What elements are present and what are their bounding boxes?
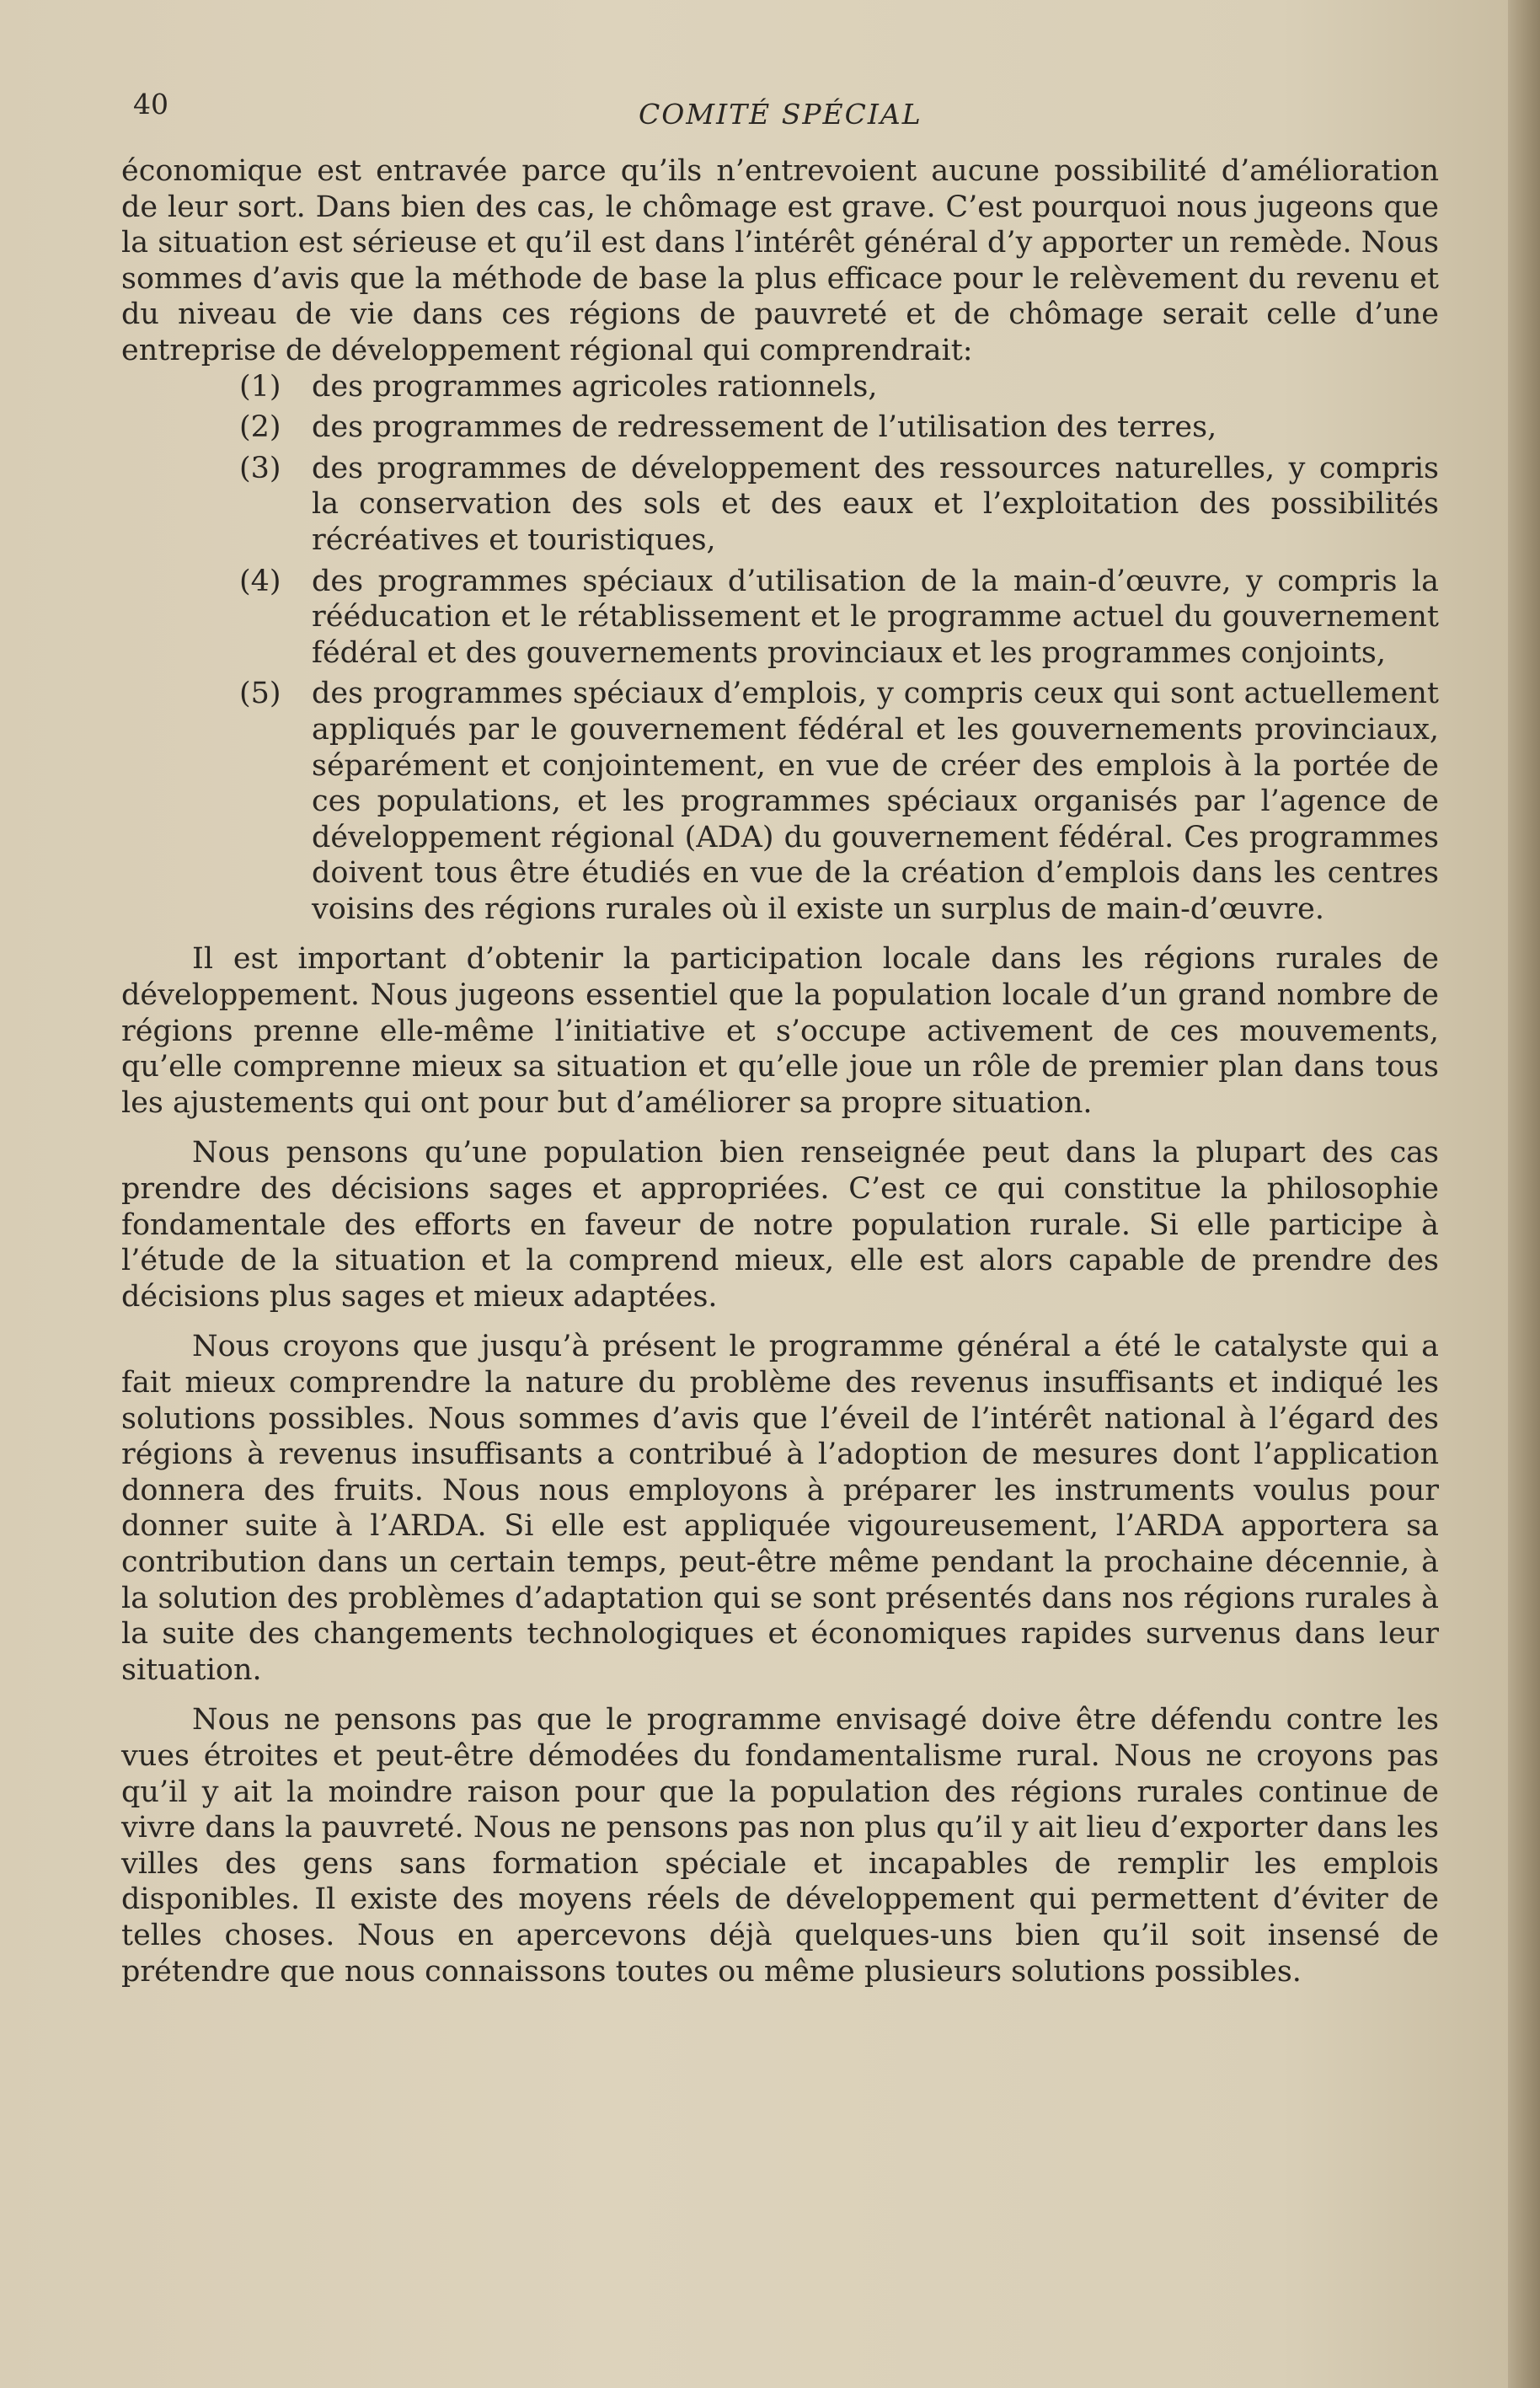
- list-item: [121, 410, 1439, 446]
- list-item: [121, 676, 1439, 927]
- document-body: [121, 153, 1439, 1989]
- list-item-text: des programmes spéciaux d’emplois, y compris ceux qui sont actuellement appliqués par le gouvernement fédéral et les gouvernements provinciaux, séparément et conjointement, en vue de créer des emplois à la portée de ces populations, et les programmes spéciaux organisés par l’agence de développement régional (ADA) du gouvernement fédéral. Ces programmes doivent tous être étudiés en vue de la création d’emplois dans les centres voisins des régions rurales où il existe un surplus de main-d’œuvre.: [312, 677, 1439, 926]
- program-list: [121, 369, 1439, 928]
- running-title: COMITÉ SPÉCIAL: [639, 98, 922, 131]
- list-item-number: (1): [239, 369, 281, 404]
- list-item: [121, 564, 1439, 672]
- page-number: 40: [133, 88, 168, 120]
- list-item-text: des programmes de redressement de l’utilisation des terres,: [312, 410, 1217, 445]
- list-item-number: (3): [239, 451, 281, 485]
- list-item-text: des programmes spéciaux d’utilisation de la main-d’œuvre, y compris la rééducation et le rétablissement et le programme actuel du gouvernement fédéral et des gouvernements provinciaux et les programmes conjoints,: [312, 564, 1439, 670]
- page-header: [133, 88, 1447, 130]
- paragraph-4: Nous croyons que jusqu’à présent le programme général a été le catalyste qui a fait mieux comprendre la nature du problème des revenus insuffisants et indiqué les solutions possibles. Nous sommes d’avis que l’éveil de l’intérêt national à l’égard des régions à revenus insuffisants a contribué à l’adoption de mesures dont l’application donnera des fruits. Nous nous employons à préparer les instruments voulus pour donner suite à l’ARDA. Si elle est appliquée vigoureusement, l’ARDA apportera sa contribution dans un certain temps, peut-être même pendant la prochaine décennie, à la solution des problèmes d’adaptation qui se sont présentés dans nos régions rurales à la suite des changements technologiques et économiques rapides survenus dans leur situation.: [121, 1330, 1439, 1687]
- list-item-number: (2): [239, 410, 281, 445]
- page-edge: [1508, 0, 1540, 2388]
- paragraph-3: Nous pensons qu’une population bien renseignée peut dans la plupart des cas prendre des décisions sages et appropriées. C’est ce qui constitue la philosophie fondamentale des efforts en faveur de notre population rurale. Si elle participe à l’étude de la situation et la comprend mieux, elle est alors capable de prendre des décisions plus sages et mieux adaptées.: [121, 1136, 1439, 1314]
- paragraph-1: économique est entravée parce qu’ils n’entrevoient aucune possibilité d’amélioration de leur sort. Dans bien des cas, le chômage est grave. C’est pourquoi nous jugeons que la situation est sérieuse et qu’il est dans l’intérêt général d’y apporter un remède. Nous sommes d’avis que la méthode de base la plus efficace pour le relèvement du revenu et du niveau de vie dans ces régions de pauvreté et de chômage serait celle d’une entreprise de développement régional qui comprendrait:: [121, 154, 1439, 367]
- paragraph-5: Nous ne pensons pas que le programme envisagé doive être défendu contre les vues étroites et peut-être démodées du fondamentalisme rural. Nous ne croyons pas qu’il y ait la moindre raison pour que la population des régions rurales continue de vivre dans la pauvreté. Nous ne pensons pas non plus qu’il y ait lieu d’exporter dans les villes des gens sans formation spéciale et incapables de remplir les emplois disponibles. Il existe des moyens réels de développement qui permettent d’éviter de telles choses. Nous en apercevons déjà quelques-uns bien qu’il soit insensé de prétendre que nous connaissons toutes ou même plusieurs solutions possibles.: [121, 1703, 1439, 1989]
- list-item-number: (4): [239, 564, 281, 598]
- list-item-text: des programmes agricoles rationnels,: [312, 369, 878, 404]
- list-item: [121, 451, 1439, 559]
- list-item-text: des programmes de développement des ressources naturelles, y compris la conservation des sols et des eaux et l’exploitation des possibilités récréatives et touristiques,: [312, 451, 1439, 557]
- list-item-number: (5): [239, 677, 281, 711]
- paragraph-2: Il est important d’obtenir la participation locale dans les régions rurales de développement. Nous jugeons essentiel que la population locale d’un grand nombre de régions prenne elle-même l’initiative et s’occupe activement de ces mouvements, qu’elle comprenne mieux sa situation et qu’elle joue un rôle de premier plan dans tous les ajustements qui ont pour but d’améliorer sa propre situation.: [121, 942, 1439, 1120]
- list-item: [121, 369, 1439, 405]
